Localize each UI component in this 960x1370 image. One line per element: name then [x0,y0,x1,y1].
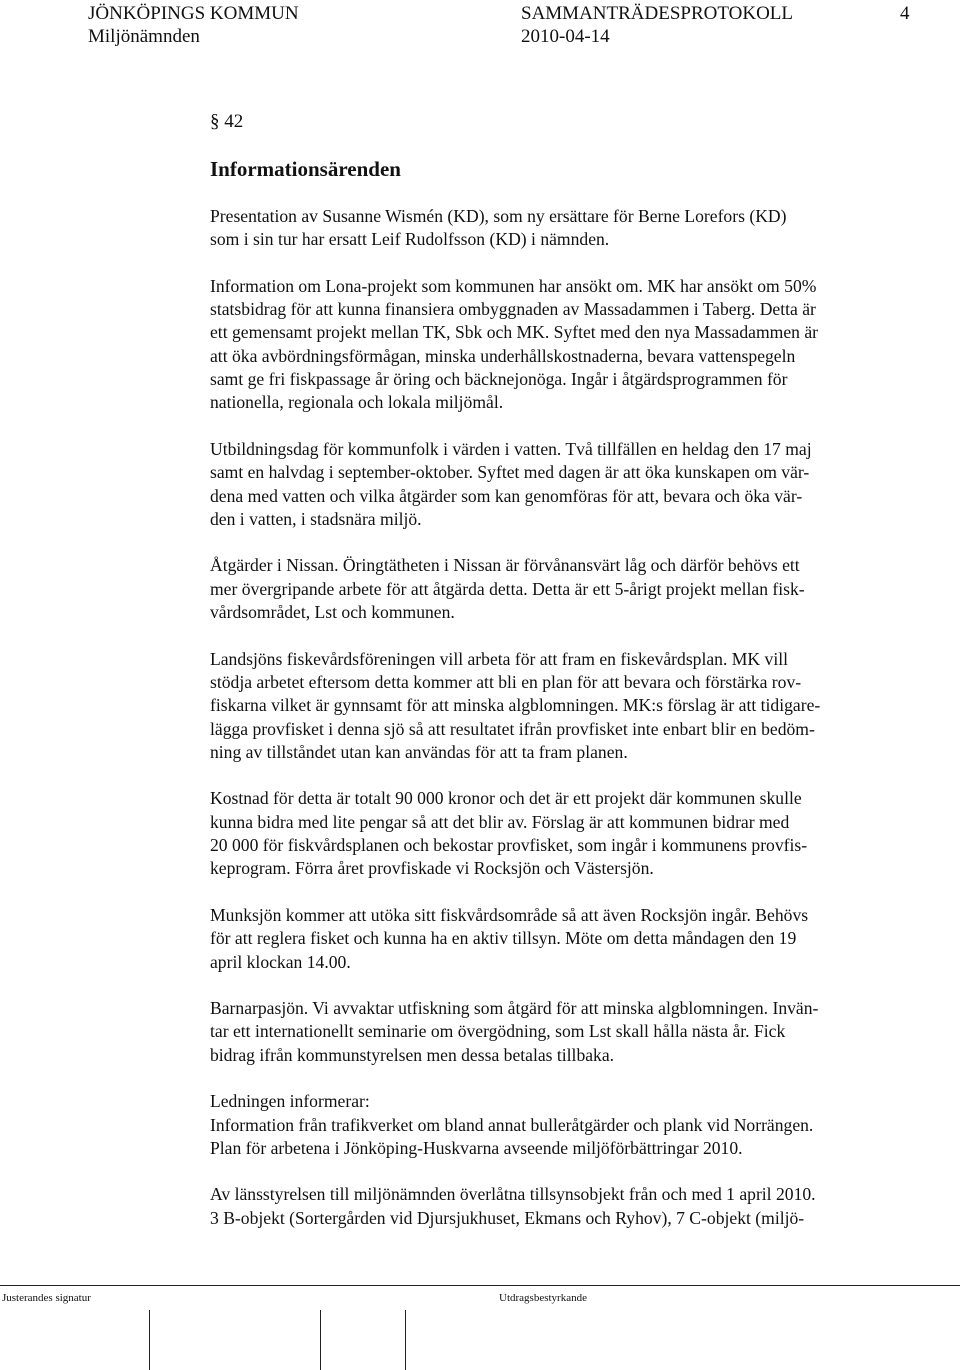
paragraph-line: Ledningen informerar: [210,1091,370,1112]
header-committee: Miljönämnden [88,26,200,47]
paragraph-line: Åtgärder i Nissan. Öringtätheten i Nissan är förvånansvärt låg och därför behövs ett [210,555,800,576]
paragraph-line: statsbidrag för att kunna finansiera ombyggnaden av Massadammen i Taberg. Detta är [210,299,816,320]
paragraph-line: stödja arbetet eftersom detta kommer att bli en plan för att bevara och förstärka rov- [210,671,802,692]
paragraph-line: fiskarna vilket är gynnsamt för att minska algblomningen. MK:s förslag är att tidigare- [210,695,821,716]
paragraph-line: dena med vatten och vilka åtgärder som kan genomföras för att, bevara och öka vär- [210,485,803,506]
header-date: 2010-04-14 [521,26,610,47]
paragraph-line: den i vatten, i stadsnära miljö. [210,508,422,529]
paragraph-line: lägga provfisket i denna sjö så att resultatet ifrån provfisket inte enbart blir en bedöm- [210,718,815,739]
paragraph-line: Utbildningsdag för kommunfolk i värden i vatten. Två tillfällen en heldag den 17 maj [210,438,812,459]
paragraph [210,275,930,415]
paragraph-line: Barnarpasjön. Vi avvaktar utfiskning som åtgärd för att minska algblomningen. Invän- [210,998,819,1019]
footer-signature-label: Justerandes signatur [2,1292,91,1304]
signature-box-divider [320,1310,321,1370]
paragraph-line: Information om Lona-projekt som kommunen har ansökt om. MK har ansökt om 50% [210,275,817,296]
signature-box-divider [149,1310,150,1370]
paragraph-line: keprogram. Förra året provfiskade vi Rocksjön och Västersjön. [210,858,654,879]
header-page-number: 4 [900,3,910,24]
paragraph-line: Plan för arbetena i Jönköping-Huskvarna avseende miljöförbättringar 2010. [210,1137,743,1158]
paragraph-line: kunna bidra med lite pengar så att det blir av. Förslag är att kommunen bidrar med [210,811,790,832]
footer-extract-label: Utdragsbestyrkande [499,1292,587,1304]
paragraph-line: bidrag ifrån kommunstyrelsen men dessa betalas tillbaka. [210,1044,615,1065]
signature-box-divider [405,1310,406,1370]
paragraph [210,997,930,1067]
paragraph [210,1090,930,1160]
paragraph [210,205,930,252]
paragraph-line: ning av tillståndet utan kan användas för att ta fram planen. [210,741,628,762]
paragraph-line: Presentation av Susanne Wismén (KD), som ny ersättare för Berne Lorefors (KD) [210,206,787,226]
paragraph-line: som i sin tur har ersatt Leif Rudolfsson (KD) i nämnden. [210,229,610,250]
paragraph-line: 3 B-objekt (Sortergården vid Djursjukhuset, Ekmans och Ryhov), 7 C-objekt (miljö- [210,1207,805,1228]
paragraph-line: vårdsområdet, Lst och kommunen. [210,602,455,623]
paragraph-line: Munksjön kommer att utöka sitt fiskvårdsområde så att även Rocksjön ingår. Behövs [210,904,809,925]
paragraph-line: nationella, regionala och lokala miljömål. [210,392,504,413]
paragraph-line: mer övergripande arbete för att åtgärda detta. Detta är ett 5-årigt projekt mellan fisk- [210,578,805,599]
paragraph-line: april klockan 14.00. [210,951,351,972]
paragraph-line: Kostnad för detta är totalt 90 000 kronor och det är ett projekt där kommunen skulle [210,788,802,809]
paragraph-line: Landsjöns fiskevårdsföreningen vill arbeta för att fram en fiskevårdsplan. MK vill [210,648,788,669]
paragraph-line: samt ge fri fiskpassage år öring och bäcknejonöga. Ingår i åtgärdsprogrammen för [210,369,788,390]
paragraph-line: Information från trafikverket om bland annat bulleråtgärder och plank vid Norrängen. [210,1114,814,1135]
header-document-type: SAMMANTRÄDESPROTOKOLL [521,3,794,24]
protocol-body [210,205,930,1253]
paragraph [210,554,930,624]
paragraph-line: Av länsstyrelsen till miljönämnden överlåtna tillsynsobjekt från och med 1 april 2010. [210,1184,816,1205]
paragraph [210,787,930,880]
paragraph-line: tar ett internationellt seminarie om övergödning, som Lst skall hålla nästa år. Fick [210,1021,786,1042]
footer-divider [0,1285,960,1286]
paragraph-line: samt en halvdag i september-oktober. Syftet med dagen är att öka kunskapen om vär- [210,462,810,483]
section-title: Informationsärenden [210,157,401,181]
paragraph [210,904,930,974]
paragraph-line: att öka avbördningsförmågan, minska underhållskostnaderna, bevara vattenspegeln [210,345,796,366]
header-organization: JÖNKÖPINGS KOMMUN [88,3,299,24]
paragraph-line: ett gemensamt projekt mellan TK, Sbk och MK. Syftet med den nya Massadammen är [210,322,818,343]
paragraph [210,1183,930,1230]
paragraph-line: 20 000 för fiskvårdsplanen och bekostar provfisket, som ingår i kommunens provfis- [210,835,808,856]
paragraph-line: för att reglera fisket och kunna ha en aktiv tillsyn. Möte om detta måndagen den 19 [210,928,797,949]
paragraph [210,438,930,531]
paragraph [210,648,930,764]
section-number: § 42 [210,111,244,132]
